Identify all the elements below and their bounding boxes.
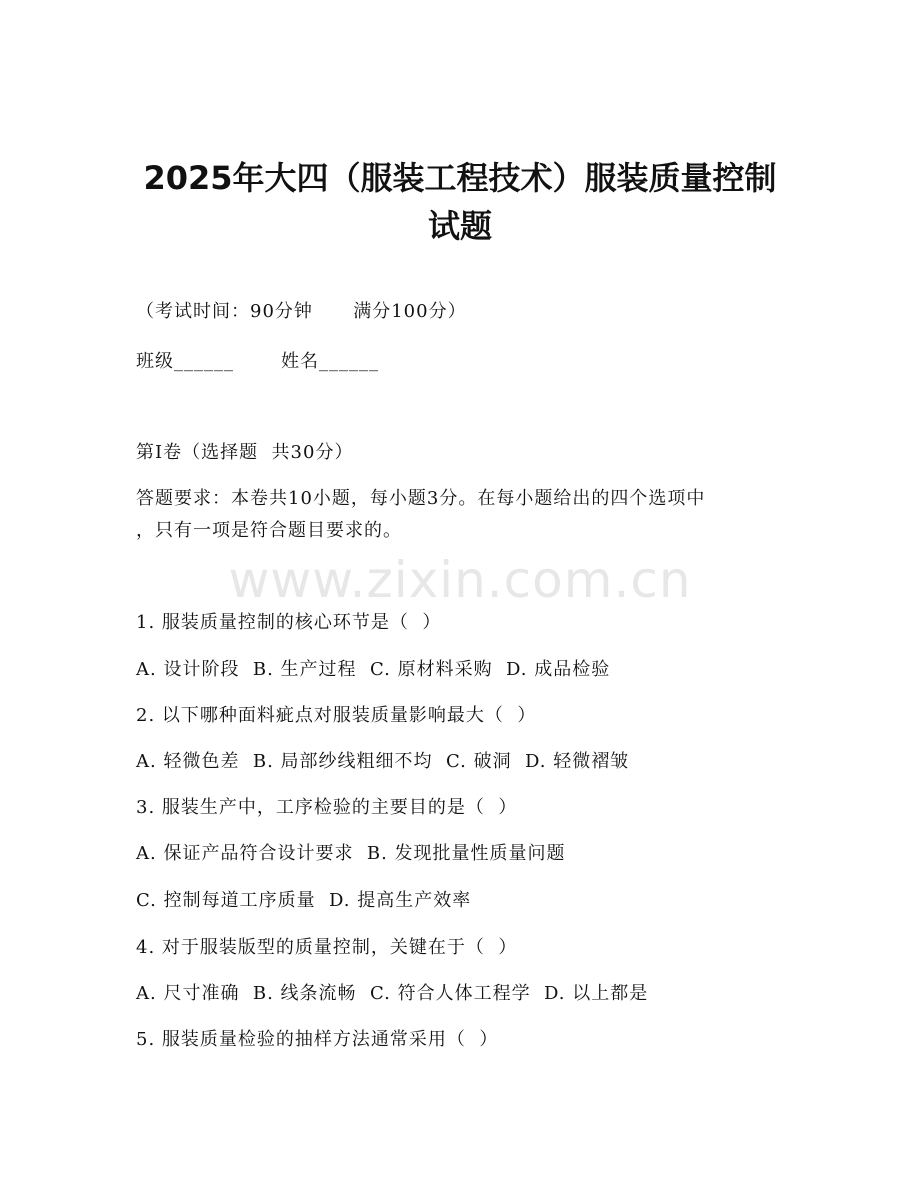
question-1-options: A. 设计阶段 B. 生产过程 C. 原材料采购 D. 成品检验	[136, 659, 611, 680]
instructions-line1: 答题要求：本卷共10小题，每小题3分。在每小题给出的四个选项中	[136, 488, 706, 509]
question-4-options: A. 尺寸准确 B. 线条流畅 C. 符合人体工程学 D. 以上都是	[136, 983, 649, 1004]
watermark: www.zixin.com.cn	[228, 551, 692, 609]
section-heading: 第I卷（选择题 共30分）	[136, 442, 354, 463]
instructions-line2: ，只有一项是符合题目要求的。	[136, 520, 402, 541]
question-1: 1. 服装质量控制的核心环节是（ ）	[136, 612, 442, 633]
question-5: 5. 服装质量检验的抽样方法通常采用（ ）	[136, 1029, 499, 1050]
question-4: 4. 对于服装版型的质量控制，关键在于（ ）	[136, 937, 518, 958]
document-title-line2: 试题	[427, 207, 492, 245]
document-title-line1: 2025年大四（服装工程技术）服装质量控制	[143, 159, 777, 197]
question-3: 3. 服装生产中，工序检验的主要目的是（ ）	[136, 797, 518, 818]
class-name-fields: 班级______ 姓名______	[136, 351, 380, 372]
question-2: 2. 以下哪种面料疵点对服装质量影响最大（ ）	[136, 705, 537, 726]
exam-time-score: （考试时间：90分钟 满分100分）	[136, 301, 467, 322]
question-3-options-cd: C. 控制每道工序质量 D. 提高生产效率	[136, 890, 472, 911]
question-2-options: A. 轻微色差 B. 局部纱线粗细不均 C. 破洞 D. 轻微褶皱	[136, 751, 630, 772]
question-3-options-ab: A. 保证产品符合设计要求 B. 发现批量性质量问题	[136, 843, 566, 864]
